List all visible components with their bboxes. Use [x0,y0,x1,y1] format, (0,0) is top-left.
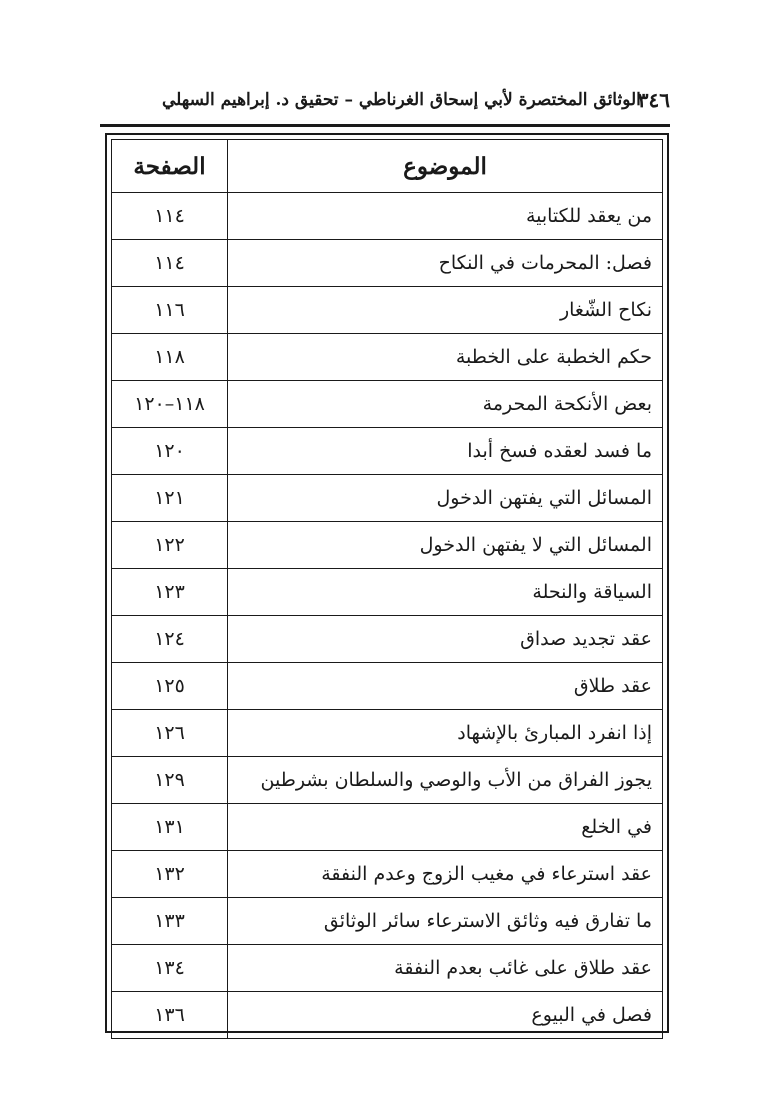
toc-frame [105,133,669,1033]
toc-table [111,139,663,1039]
page-header [100,86,670,120]
page-cell: ١١٤ [112,240,228,287]
page-cell: ١٢٤ [112,616,228,663]
topic-cell: نكاح الشّغار [228,287,663,334]
table-row [112,475,663,522]
page-cell: ١١٨ [112,334,228,381]
topic-cell: فصل في البيوع [228,992,663,1039]
table-row [112,992,663,1039]
table-row [112,522,663,569]
running-title: الوثائق المختصرة لأبي إسحاق الغرناطي – تحقيق د. إبراهيم السهلي [162,90,641,110]
topic-cell: السياقة والنحلة [228,569,663,616]
table-row [112,616,663,663]
table-row [112,710,663,757]
topic-cell: عقد طلاق [228,663,663,710]
page-cell: ١٣٦ [112,992,228,1039]
table-row [112,428,663,475]
topic-cell: حكم الخطبة على الخطبة [228,334,663,381]
header-rule [100,124,670,127]
page-cell: ١١٦ [112,287,228,334]
table-row [112,851,663,898]
table-row [112,381,663,428]
topic-cell: إذا انفرد المبارئ بالإشهاد [228,710,663,757]
toc-header-row [112,140,663,193]
page-cell: ١٢٠ [112,428,228,475]
table-row [112,898,663,945]
topic-cell: يجوز الفراق من الأب والوصي والسلطان بشرطين [228,757,663,804]
page-cell: ١٢٥ [112,663,228,710]
table-row [112,569,663,616]
page-cell: ١٢٢ [112,522,228,569]
topic-cell: في الخلع [228,804,663,851]
page-cell: ١٣١ [112,804,228,851]
topic-cell: المسائل التي يفتهن الدخول [228,475,663,522]
topic-cell: بعض الأنكحة المحرمة [228,381,663,428]
table-row [112,193,663,240]
table-row [112,287,663,334]
topic-cell: عقد طلاق على غائب بعدم النفقة [228,945,663,992]
page-cell: ١١٨–١٢٠ [112,381,228,428]
column-topic-header: الموضوع [228,140,663,193]
page-number: ٣٤٦ [637,88,670,112]
topic-cell: فصل: المحرمات في النكاح [228,240,663,287]
page-cell: ١٢٩ [112,757,228,804]
page-cell: ١٣٢ [112,851,228,898]
table-row [112,240,663,287]
table-row [112,757,663,804]
topic-cell: ما فسد لعقده فسخ أبدا [228,428,663,475]
topic-cell: عقد تجديد صداق [228,616,663,663]
table-row [112,945,663,992]
table-row [112,334,663,381]
page-cell: ١١٤ [112,193,228,240]
topic-cell: المسائل التي لا يفتهن الدخول [228,522,663,569]
table-row [112,663,663,710]
page-cell: ١٢٦ [112,710,228,757]
topic-cell: عقد استرعاء في مغيب الزوج وعدم النفقة [228,851,663,898]
page-cell: ١٣٤ [112,945,228,992]
topic-cell: ما تفارق فيه وثائق الاسترعاء سائر الوثائق [228,898,663,945]
page-cell: ١٢١ [112,475,228,522]
table-row [112,804,663,851]
column-page-header: الصفحة [112,140,228,193]
page-cell: ١٢٣ [112,569,228,616]
topic-cell: من يعقد للكتابية [228,193,663,240]
page-cell: ١٣٣ [112,898,228,945]
